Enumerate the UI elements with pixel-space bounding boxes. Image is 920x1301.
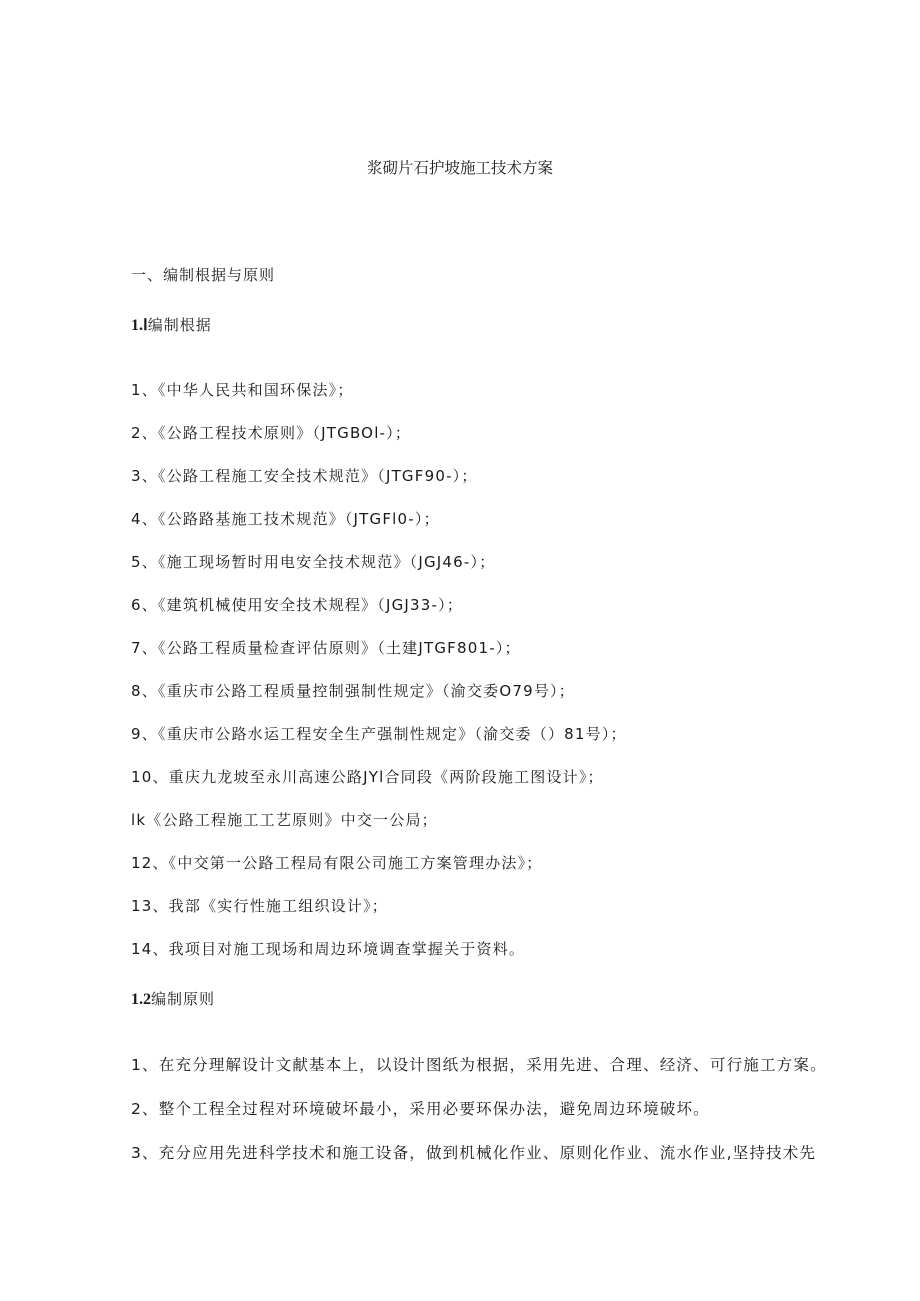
reference-item: lk《公路工程施工工艺原则》中交一公局； [131,811,438,829]
principle-item: 1、在充分理解设计文献基本上，以设计图纸为根据，采用先进、合理、经济、可行施工方案。 [131,1056,827,1074]
reference-item: 3、《公路工程施工安全技术规范》（JTGF90-）； [131,467,478,485]
reference-item: 14、我项目对施工现场和周边环境调查掌握关于资料。 [131,940,526,958]
reference-item: 6、《建筑机械使用安全技术规程》（JGJ33-）； [131,596,464,614]
subsection-heading-principles [131,988,215,1009]
reference-item: 13、我部《实行性施工组织设计》； [131,897,388,915]
section-heading: 一、编制根据与原则 [131,266,276,284]
subsection-label: 编制原则 [151,990,216,1008]
subsection-heading-basis [131,314,212,335]
reference-item: 9、《重庆市公路水运工程安全生产强制性规定》（渝交委（）81号）； [131,725,627,743]
reference-item: 7、《公路工程质量检查评估原则》（土建JTGF801-）； [131,639,521,657]
reference-item: 10、重庆九龙坡至永川高速公路JYl合同段《两阶段施工图设计》； [131,768,604,786]
principle-item: 3、充分应用先进科学技术和施工设备，做到机械化作业、原则化作业、流水作业,坚持技术先 [131,1144,817,1162]
document-title: 浆砌片石护坡施工技术方案 [366,159,553,177]
reference-item: 1、《中华人民共和国环保法》； [131,381,354,399]
reference-item: 2、《公路工程技术原则》（JTGBOl-）； [131,424,412,442]
reference-item: 12、《中交第一公路工程局有限公司施工方案管理办法》； [131,854,543,872]
principle-item: 2、整个工程全过程对环境破坏最小，采用必要环保办法，避免周边环境破坏。 [131,1100,710,1118]
reference-item: 5、《施工现场暂时用电安全技术规范》（JGJ46-）； [131,553,496,571]
subsection-number: 1.Ⅰ [131,317,148,334]
reference-item: 8、《重庆市公路工程质量控制强制性规定》（渝交委O79号）； [131,682,575,700]
subsection-label: 编制根据 [147,316,212,334]
subsection-number: 1.2 [131,991,151,1008]
reference-item: 4、《公路路基施工技术规范》（JTGFl0-）； [131,510,440,528]
